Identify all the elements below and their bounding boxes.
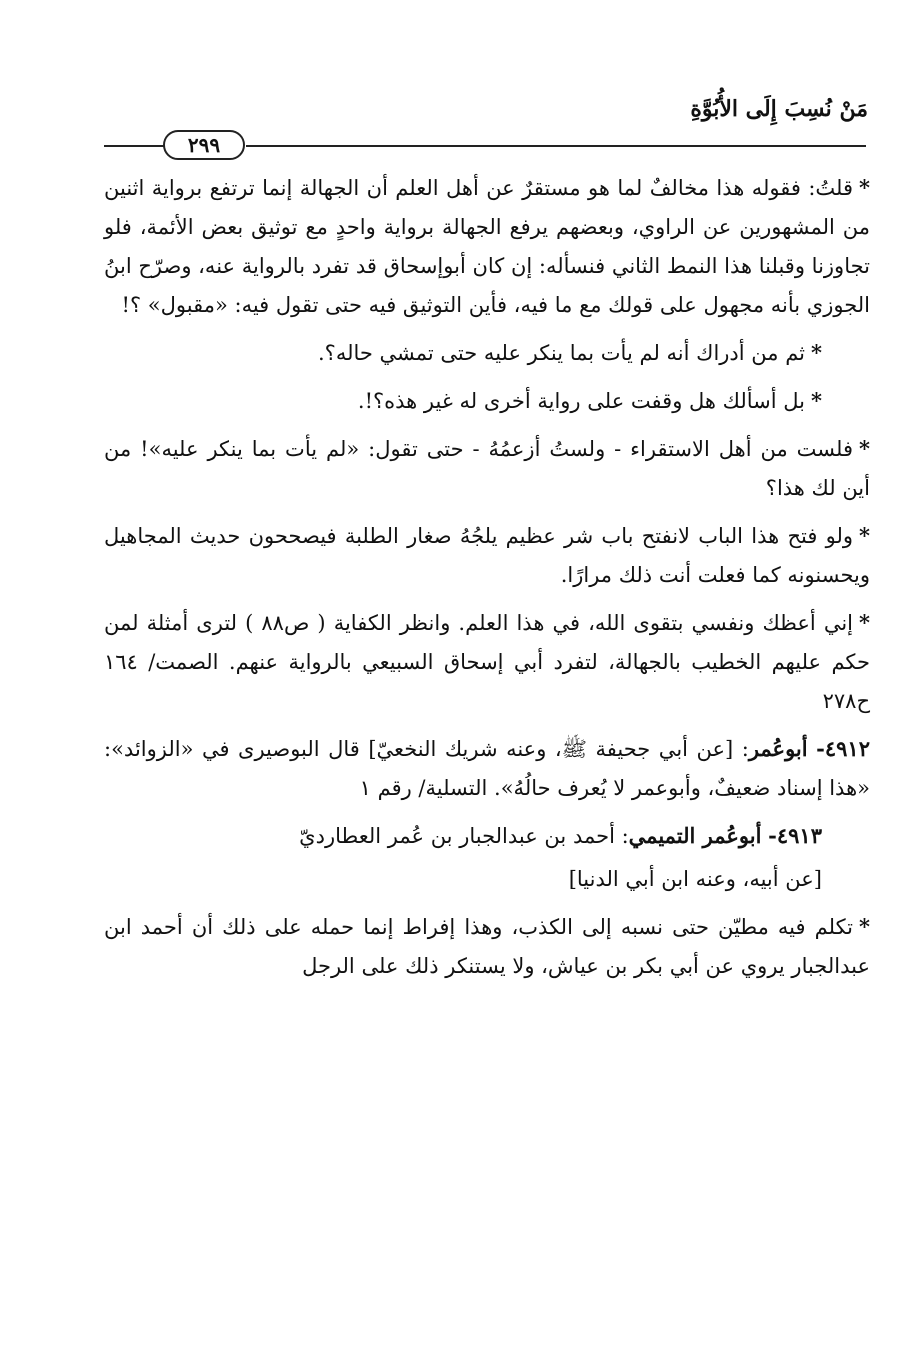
paragraph-1 xyxy=(104,168,870,325)
paragraph-text: إني أعظك ونفسي بتقوى الله، في هذا العلم. وانظر الكفاية ( ص٨٨ ) لترى أمثلة لمن حكم عليهم الخطيب بالجهالة، لتفرد أبي إسحاق السبيعي بالرواية عنهم. الصمت/ ١٦٤ ح٢٧٨ xyxy=(104,611,870,713)
paragraph-2 xyxy=(104,333,870,373)
paragraph-text: ولو فتح هذا الباب لانفتح باب شر عظيم يلجُهُ صغار الطلبة فيصححون حديث المجاهيل ويحسنونه كما فعلت أنت ذلك مرارًا. xyxy=(104,524,870,587)
star-bullet: * xyxy=(859,436,870,461)
header-rule-left xyxy=(104,145,164,147)
entry-4913-chain: [عن أبيه، وعنه ابن أبي الدنيا] xyxy=(568,867,822,891)
paragraph-4 xyxy=(104,429,870,508)
body-text xyxy=(104,168,870,994)
paragraph-text: بل أسألك هل وقفت على رواية أخرى له غير هذه؟!. xyxy=(357,389,806,413)
star-bullet: * xyxy=(859,914,870,939)
star-bullet: * xyxy=(811,388,822,413)
entry-name: أبوعُمر التميمي xyxy=(628,823,762,848)
paragraph-text: قلتُ: فقوله هذا مخالفٌ لما هو مستقرٌ عن أهل العلم أن الجهالة إنما ترتفع برواية اثنين من المشهورين عن الراوي، وبعضهم يرفع الجهالة برواية واحدٍ مع توثيق بعض الأئمة، فلو تجاوزنا وقبلنا هذا النمط الثاني فنسأله: إن كان أبوإسحاق قد تفرد بالرواية عنه، وصرّح ابنُ الجوزي بأنه مجهول على قولك مع ما فيه، فأين التوثيق فيه حتى تقول فيه: «مقبول» ؟! xyxy=(104,176,870,317)
star-bullet: * xyxy=(811,340,822,365)
entry-4912 xyxy=(104,729,870,808)
star-bullet: * xyxy=(859,610,870,635)
paragraph-text: ثم من أدراك أنه لم يأت بما ينكر عليه حتى تمشي حاله؟. xyxy=(318,341,806,365)
entry-name: أبوعُمر xyxy=(748,736,808,761)
paragraph-last xyxy=(104,907,870,986)
running-header-title: مَنْ نُسِبَ إِلَى الأُبُوَّةِ xyxy=(690,96,868,122)
page-number-badge xyxy=(163,130,245,160)
paragraph-3 xyxy=(104,381,870,421)
paragraph-text: تكلم فيه مطيّن حتى نسبه إلى الكذب، وهذا إفراط إنما حمله على ذلك أن أحمد ابن عبدالجبار يروي عن أبي بكر بن عياش، ولا يستنكر ذلك على الرجل xyxy=(104,915,870,978)
star-bullet: * xyxy=(859,523,870,548)
paragraph-5 xyxy=(104,516,870,595)
page-number: ٢٩٩ xyxy=(187,133,221,157)
entry-text: : [عن أبي جحيفة ﷺ، وعنه شريك النخعيّ] قال البوصيرى في «الزوائد»: «هذا إسناد ضعيفٌ، وأبوعمر لا يُعرف حالُهُ». التسلية/ رقم ١ xyxy=(104,737,870,800)
paragraph-text: فلست من أهل الاستقراء - ولستُ أزعمُهُ - حتى تقول: «لم يأت بما ينكر عليه»! من أين لك هذا؟ xyxy=(104,437,870,500)
paragraph-6 xyxy=(104,603,870,721)
entry-4913 xyxy=(104,816,870,856)
header-rule-right xyxy=(246,145,866,147)
entry-number: ٤٩١٣- xyxy=(768,823,822,848)
entry-text: : أحمد بن عبدالجبار بن عُمر العطارديّ xyxy=(299,824,629,848)
star-bullet: * xyxy=(859,175,870,200)
entry-number: ٤٩١٢- xyxy=(816,736,870,761)
